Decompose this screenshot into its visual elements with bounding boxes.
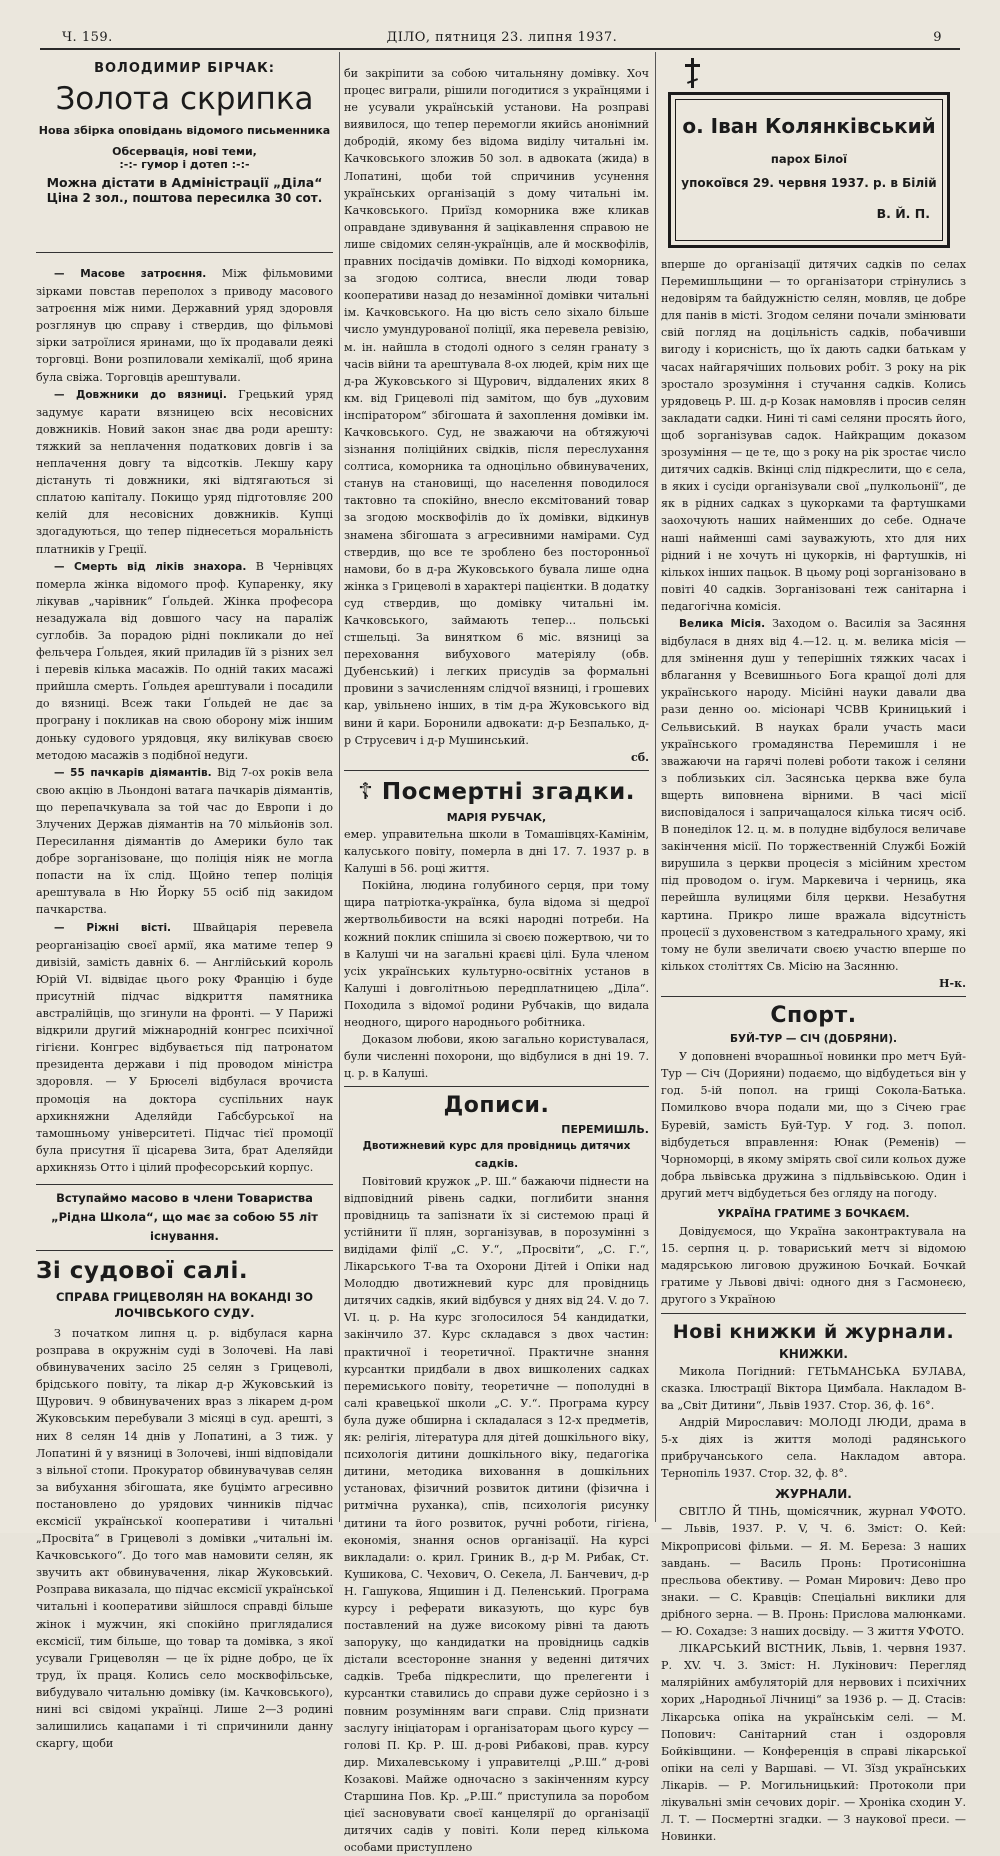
obituary-name: МАРІЯ РУБЧАК, <box>446 810 547 824</box>
ad-rule <box>36 252 333 253</box>
news-item-3: — Смерть від ліків знахора. В Чернівцях померла жінка відомого проф. Купаренку, яку лікував „чарівник“ Ґольдей. Жінка професора незадужала від довшого часу на параліж суглобів. За порадою рідні покликали до неї фельчера Ґольдея, який приладив їй з різних зел і перевів кілька масажів. По одній таких масажі прийшла смерть. Ґольдея арештували і посадили до вязниці. Всеж таки Ґольдей не дає за програну і покликав на свою оборону між іншим доньку судового урядовця, яку вилікував своєю методою масажів з подібної недуги. <box>36 559 333 762</box>
column-2 <box>344 65 649 1855</box>
book-advertisement <box>36 61 333 246</box>
notice-line-1: парох Білої <box>770 152 848 166</box>
column-3 <box>661 256 966 1844</box>
notice-line-3: В. Й. П. <box>876 206 930 221</box>
dopysy-subtitle: Двотижневий курс для провідниць дитячих садків. <box>362 1140 631 1170</box>
court-article-signature: сб. <box>630 750 649 764</box>
sport-subtitle-1: БУЙ-ТУР — СІЧ (ДОБРЯНИ). <box>730 1033 897 1046</box>
ad-title: Золота скрипка <box>55 81 314 117</box>
obituary-closing: Доказом любови, якою загально користувалася, були численні похорони, що відбулися в дні 19. 7. ц. р. в Калуші. <box>344 1033 649 1081</box>
news-item-1: — Масове затроєння. Між фільмовими зірками повстав переполох з приводу масового затроєння між ними. Державний уряд здоровля розглянув цю справу і ствердив, що фільмові зірки затроїлися яринами, що їх продавали деякі торговці. Вони розпиловали хемікалії, щоб ярина була свіжа. Торговців арештували. <box>36 267 333 384</box>
news-item-2: — Довжники до вязниці. Грецький уряд задумує карати вязницею всіх несовісних довжників. Новий закон знає два роди арешту: тяжкий за неплачення податкових довгів і за неплачення довгу та відсотків. Лекшу кару дістануть ті довжники, які відтягаються зі сплатою капіталу. Покищо уряд підготовляє 200 келій для несовісних довжників. Купці здогадуються, що тепер піднесеться моральність платників у Греції. <box>36 387 333 556</box>
appeal-rule-bottom <box>36 1250 333 1251</box>
column-divider-2 <box>655 52 656 1522</box>
ad-line-3: :-:- гумор і дотеп :-:- <box>119 158 250 171</box>
column-divider-1 <box>339 52 340 1522</box>
obituary-body: Покійна, людина голубиного серця, при тому щира патріотка-українка, була відома зі щедрої жертвольбивости на всякі народні потреби. На кожний поклик спішила зі своєю пожертвою, чи то в Калуші чи на загальні краєві цілі. Була членом усіх українських культурно-освітніх установ в Калуші і довголітньою передплатницею „Діла“. Походила з відомої родини Рубчаків, що видала неодного, щирого народнього робітника. <box>344 879 649 1029</box>
journals-subtitle: ЖУРНАЛИ. <box>775 1487 852 1502</box>
issue-number: Ч. 159. <box>62 30 113 45</box>
sport-subtitle-2: УКРАЇНА ГРАТИМЕ З БОЧКАЄМ. <box>717 1207 910 1220</box>
dopysy-heading: Дописи. <box>443 1093 550 1119</box>
ad-author: ВОЛОДИМИР БІРЧАК: <box>94 61 275 76</box>
court-section-heading: Зі судової салі. <box>36 1257 249 1284</box>
header-rule <box>40 48 960 50</box>
court-article-title: СПРАВА ГРИЦЕВОЛЯН НА ВОКАНДІ ЗО ЛОЧІВСЬКОГО СУДУ. <box>55 1289 313 1320</box>
books-rule <box>661 1313 966 1314</box>
mission-signature: Н-к. <box>939 976 966 990</box>
masthead-date: ДІЛО, пятниця 23. липня 1937. <box>386 30 618 45</box>
sport-item-2: Довідуємося, що Україна законтрактувала на 15. серпня ц. р. товариський метч зі відомою мадярською лиговою дружиною Бочкай. Бочкай гратиме у Львові двічі: одного дня з Гасмонеєю, другого з Україною <box>661 1225 966 1307</box>
obituary-intro: емер. управительна школи в Томашівцях-Камінім, калуського повіту, померла в дні 17. 7. 1937 р. в Калуші в 56. році життя. <box>344 827 649 876</box>
dopysy-place: ПЕРЕМИШЛЬ. <box>561 1123 649 1137</box>
journal-entry-1: СВІТЛО Й ТІНЬ, щомісячник, журнал УФОТО. — Львів, 1937. Р. V, Ч. 6. Зміст: О. Кей: Мікроприсові фільми. — Я. М. Береза: 3 наших завдань. — Василь Пронь: Протисонішна пресльова обективу. — Роман Мирович: Дево про знаки. — С. Кравців: Спеціальні виклики для дрібного зерна. — В. Пронь: Прислова малюнками. — Ю. Сохадзе: З наших досвіду. — З життя УФОТО. <box>661 1505 966 1639</box>
sport-rule <box>661 996 966 997</box>
column-1 <box>36 55 333 1751</box>
sport-item-1: У доповнені вчорашньої новинки про метч Буй-Тур — Січ (Дорияни) подаємо, що відбудеться він у год. 5-ій попол. на грищі Сокола-Батька. Помилково вчора подали ми, що з Січею грає Буревій, замість Буй-Тур. У год. 3. попол. відбудеться вправлення: Юнак (Ременів) — Чорноморці, в якому змірять свої сили кольох дуже добра львівська дружина з підльвівською. Один і другий метч відбудеться без огляду на погоду. <box>661 1050 966 1200</box>
page-header <box>62 30 942 48</box>
court-article-continued: би закріпити за собою читальняну домівку. Хоч процес виграли, рішили погодитися з українцями і не усували українській установи. На розправі виявилося, що тепер перемогли якийсь анонімний добродій, якому без відома виділу читальні ім. Качковського зложив 50 зол. в адвоката (жида) в Лопатині, щоби той спричинив усунення українських організацій з дому читальні ім. Качковського. Приїзд коморника вже кликав оправдане здивування й зацікавлення справою не лише свідомих селян-українців, але й москвофілів, правних посідачів домівки. По відході коморника, за згодою солтиса, внесли люди товар кооперативи назад до незамінної домівки читальні ім. Качковського. На цю вість село зіхало більше число умундурованої поліції, яка перевела ревізію, м. ін. найшла в стодолі одного з селян гранату з часів війни та арештувала 8-ох людей, крім них ще д-ра Жуковського зі Щурович, віддалених яких 8 км. від Грицеволі під замітом, що був „духовим інспіратором“ збігошата й захоплення домівки ім. Качковського. Суд, не зважаючи на обтяжуючі зізнання поліційних свідків, після переслухання солтиса, коморника та одноцільно обвинувачених, станув на становищі, що населення поводилося тактовно та спокійно, внесло ексмітований товар за згодою москвофілів до їх домівки, відкинув знамена збігошата з агресивними намірами. Суд ствердив, що все те зроблено без посторонньої намови, бо в д-ра Жуковського бувала лише одна жінка з Грицеволі в характері пацієнтки. В додатку суд ствердив, що домівку читальні ім. Качковського, займають тепер... польські стшельці. За винятком 6 міс. вязниці за переховання вибухового матеріялу (обв. Дубенський) і легких присудів за формальні провини з зачисленням слідчої вязниці, і грошевих кар, увільнено інших, в тім д-ра Жуковського від вини й кари. Боронили адвокати: д-р Безпалько, д-р Струсевич і д-р Мушинський. <box>344 67 649 747</box>
court-article-body: З початком липня ц. р. відбулася карна розправа в окружнім суді в Золочеві. На лаві обвинувачених засіло 25 селян з Грицеволі, брідського повіту, та лікар д-р Жуковський із Щурович. 9 обвинувачених враз з лікарем д-ром Жуковським перебували 3 місяці в суд. арешті, з них 8 селян 14 днів у Лопатині, а 3 тиж. у Лопатині й у вязниці в Золочеві, інші відповідали з вільної стопи. Прокуратор обвинувачував селян за вибухання збігошата, яке буцімто агресивно постановлено до урядових чинників підчас ексмісії української кооперативи і читальні „Просвіта“ в Грицеволі з домівки „читальні ім. Качковського“. До того мав намовити селян, як звучить акт обвинувачення, лікар Жуковський. Розправа виказала, що підчас ексмісії української читальні і кооперативи зійшлося справді більше жінок і мужчин, які спокійно приглядалися ексмісії, тим більше, що товар та домівка, з якої усували Грицеволян — це їх рідне добро, це їх труд, їх праця. Колись село москвофільське, вибудувало читальню домівку (ім. Качковського), нині всі свідомі українці. Лише 2—3 родині залишились кацапами і ті спричинили данну скаргу, щоби <box>36 1326 333 1751</box>
ad-line-5: Ціна 2 зол., поштова пересилка 30 сот. <box>46 191 323 205</box>
books-heading: Нові книжки й журнали. <box>672 1320 955 1343</box>
notice-line-2: упокоївся 29. червня 1937. р. в Білій <box>681 176 937 190</box>
book-entry-1: Микола Погідний: ГЕТЬМАНСЬКА БУЛАВА, сказка. Ілюстрації Віктора Цимбала. Накладом В-ва „Світ Дитини“, Львів 1937. Стор. 36, ф. 16°. <box>661 1364 966 1412</box>
ad-line-4: Можна дістати в Адміністрації „Діла“ <box>46 175 323 190</box>
journal-entry-2: ЛІКАРСЬКИЙ ВІСТНИК, Львів, 1. червня 1937. Р. XV. Ч. 3. Зміст: Н. Лукінович: Перегляд малярійних амбуляторій для нервових і психічних хорих „Народньої Лічниці“ за 1936 р. — Д. Стасів: Лікарська опіка на українськім селі. — М. Попович: Санітарний стан і оздоровля Бойківщини. — Конференція в справі лікарської опіки на селі у Варшаві. — VI. Зїзд українських Лікарів. — Р. Могильницький: Протоколи при лікувальні змін сечових доріг. — Хроніка сходин У. Л. Т. — Посмертні згадки. — З наукової преси. — Новинки. <box>661 1642 966 1844</box>
ad-line-1: Нова збірка оповідань відомого письменника <box>38 124 331 137</box>
obituaries-heading: ☦ Посмертні згадки. <box>357 778 636 805</box>
cross-icon: ☦ <box>357 778 382 805</box>
obituary-notice-box <box>668 92 950 248</box>
books-subtitle: КНИЖКИ. <box>779 1346 848 1361</box>
appeal-rule-top <box>36 1184 333 1185</box>
news-item-4: — 55 пачкарів діямантів. Від 7-ох років вела свою акцію в Льондоні ватага пачкарів діямантів, що перепачкувала за той час до Европи і до Злучених Держав діямантів на 70 мільйонів зол. Пересилання діямантів до Америки було так добре зорганізоване, що поліція ніяк не могла попасти на їх слід. Щойно тепер поліція арештувала в Ню Йорку 55 осіб під закидом пачкарства. <box>36 765 333 917</box>
ad-line-2: Обсервація, нові теми, <box>112 145 257 158</box>
dopysy-body: Повітовий кружок „Р. Ш.“ бажаючи піднести на відповідний рівень садки, поглибити знання провідниць та запізнати їх зі системою праці й устійнити її плян, зорганізував, в порозумінні з видідами філії „С. У.“, „Просвіти“, „С. Г.“, Лікарського Т-ва та Охорони Дітей і Опіки над Молоддю двотижневий курс для провідниць дитячих садків, який відбувся у днях від 24. V. до 7. VI. ц. р. На курс зголосилося 54 кандидатки, закінчило 37. Курс складався з двох частин: практичної і теоретичної. Практичне знання курсантки придбали в двох вишколених садках перемиського повіту, теоретичне — пополудні в салі кравецької школи „С. У.“. Програма курсу була дуже обширна і складалася з 12-х предметів, як: релігія, література для дітей дошкільного віку, психологія дитини дошкільного віку, педагогіка дитини, методика виховання в дошкільних установах, фізичний розвиток дитини (фізична і ритмічна руханка), спів, психологія рисунку дитини та його розвиток, ручні роботи, гігієна, економія, знання основ організації. На курсі викладали: о. крил. Гриник В., д-р М. Рибак, Ст. Кушикова, С. Чехович, О. Секела, Л. Банчевич, д-р Н. Гашукова, Ящишин і Д. Пеленський. Програма курсу і реферати виказують, що курс був поставлений на дуже високому рівні та дають запоруку, що кандидатки на провідниць садків дістали всесторонне знання у веденні дитячих садків. Треба підкреслити, що прелегенти і курсантки ставились до справи дуже серйозно і з повним розумінням ваги справи. Слід признати заслугу ініціаторам і організаторам цього курсу — голові П. Кр. Р. Ш. д-рові Рибакові, прав. курсу дир. Михалевському і управителці „Р.Ш.“ д-рові Козакові. Майже одночасно з закінченням курсу Старшина Пов. Кр. „Р.Ш.“ приступила за поробом цієї засновувати своєї канцелярії до організації дитячих садів у повіті. Коли перед кількома особами приступлено <box>344 1174 649 1855</box>
page-number: 9 <box>933 30 942 45</box>
rodna-shkola-appeal: Вступаймо масово в члени Товариства „Рідна Школа“, що має за собою 55 літ існування. <box>51 1190 318 1243</box>
book-entry-2: Андрій Мирославич: МОЛОДІ ЛЮДИ, драма в 5-х діях із життя молоді радянського прибручанського села. Накладом автора. Тернопіль 1937. Стор. 32, ф. 8°. <box>661 1415 966 1481</box>
obits-rule <box>344 770 649 771</box>
notice-name: о. Іван Колянківський <box>682 114 936 138</box>
orthodox-cross-icon <box>684 58 700 88</box>
sport-heading: Спорт. <box>770 1003 857 1029</box>
dopysy-rule <box>344 1086 649 1087</box>
dopysy-continued: вперше до організації дитячих садків по селах Перемишльщини — то організатори стрінулись з недовірям та байдужністю селян, мовляв, це добре для панів в місті. Згодом селяни почали змінювати свій погляд на доцільність садків, побачивши вигоду і корисність, що їх дають садки батькам у часах найгарячіших польових робіт. З року на рік зростало зрозуміння і стучання садків. Колись урядовець Р. Ш. д-р Козак намовляв і просив селян закладати садки. Нині ті самі селяни просять його, щоб зорганізував садок. Найкращим доказом зрозуміння — це те, що з року на рік зростає число дитячих садків. Вкінці слід підкреслити, що є села, в яких і сусіди організували свої „пулкольонії“, де як в рідних садках з цукорками та фартушками заохочують наших найменших до себе. Одначе наші найменші самі зауважують, хто для них рідний і не хочуть ні цукорків, ні фартушків, ні кількох інших пацьок. В цьому році зорганізовано в повіті 40 садків. Зорганізовані теж санітарна і педагогічна комісія. <box>661 258 966 613</box>
mission-news: Велика Місія. Заходом о. Василія за Засяння відбулася в днях від 4.—12. ц. м. велика місія — для змінення душ у теперішніх тяжких часах і вблагання у Всевишнього Бога кращої долі для українського народу. Місійні науки давали два рази денно оо. місіонарі ЧСВВ Криницький і Сельвиський. В науках брали участь маси українського громадянства Перемишля і не зважаючи на гарячі полеві роботи також і селяни з поблизьких сіл. Засянська церква вже була вщерть виповнена вірними. В часі місії висповідалося і запричащалося кілька тисяч осіб. В понеділок 12. ц. м. в полудне відбулося величаве закінчення місії. По торжественній Службі Божій вирушила з церкви процесія з місійним хрестом під проводом о. ігум. Маркевича і черниць, яка перейшла вулицями біля церкви. Незабутня картина. Прикро лише вражала відсутність процесії з духовенством з катедрального храму, які тому не були звеличати своєю участю вперше по кількох століттях Св. Місію на Засянню. <box>661 616 966 973</box>
news-item-5: — Ріжні вісті. Швайцарія перевела реорганізацію своєї армії, яка матиме тепер 9 дивізій, замість давніх 6. — Англійський король Юрій VI. відвідає цього року Францію і буде присутній підчас відкриття памятника австралійців, що згинули на фронті. — У Парижі відкрили другий міжнародній конгрес психічної гігієни. Конгрес відбувається під патронатом президента держави і під проводом міністра здоровля. — У Брюселі відбулася врочиста промоція на доктора суспільних наук архикняжни Аделяйди Габсбурської на тамошньому університеті. Підчас тієї промоції була присутня її цісарева Зита, брат Аделяйди архикнязь Отто і цілий професорський корпус. <box>36 920 333 1174</box>
